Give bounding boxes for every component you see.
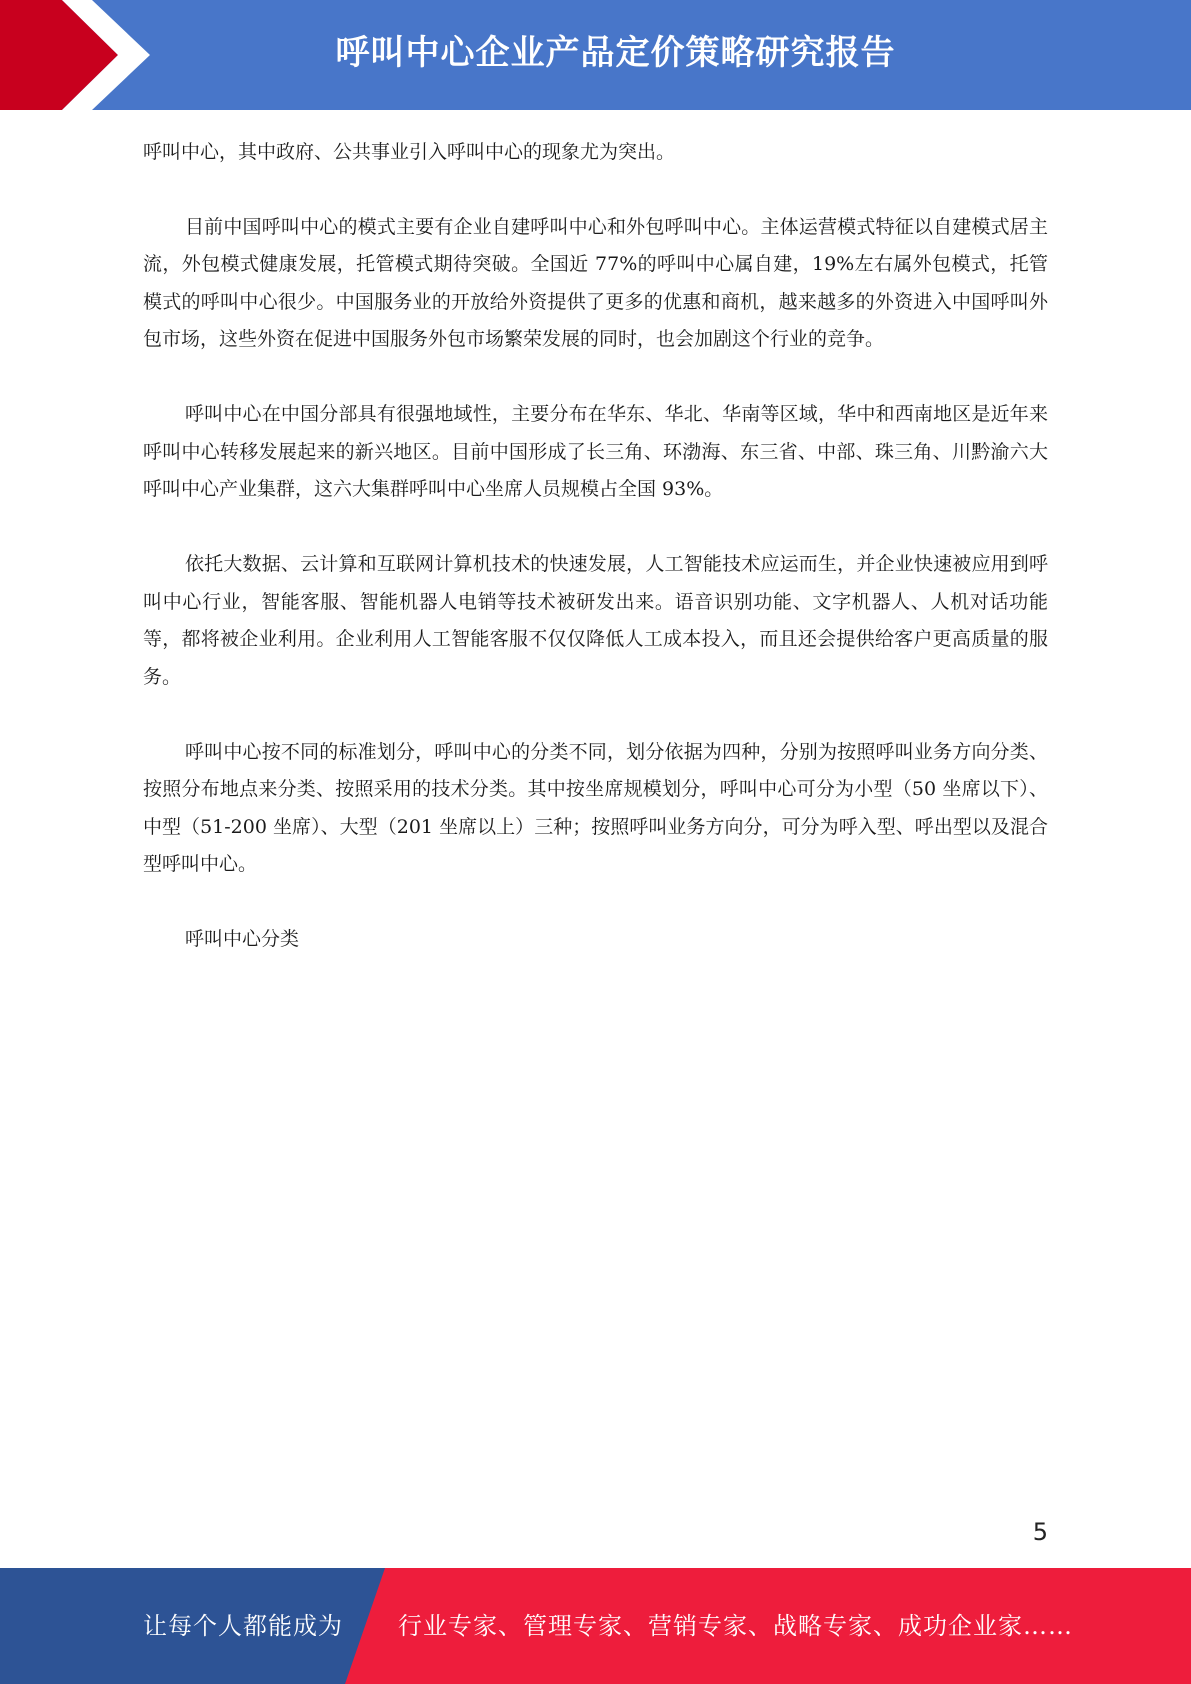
header-bar [0, 0, 1191, 110]
body-text [143, 134, 1048, 996]
footer-bar [0, 1568, 1191, 1684]
section-caption: 呼叫中心分类 [185, 928, 300, 950]
footer-slogan-left: 让每个人都能成为 [143, 1612, 343, 1640]
footer-slogan-right: 行业专家、管理专家、营销专家、战略专家、成功企业家…… [398, 1612, 1073, 1640]
header-chevron-decoration [0, 0, 150, 110]
page-number: 5 [1032, 1518, 1048, 1546]
paragraph-regional-distribution: 呼叫中心在中国分部具有很强地域性，主要分布在华东、华北、华南等区域，华中和西南地区是近年来呼叫中心转移发展起来的新兴地区。目前中国形成了长三角、环渤海、东三省、中部、珠三角、川黔渝六大呼叫中心产业集群，这六大集群呼叫中心坐席人员规模占全国 93%。 [143, 403, 1048, 500]
document-title: 呼叫中心企业产品定价策略研究报告 [335, 33, 896, 73]
paragraph-ai-technology: 依托大数据、云计算和互联网计算机技术的快速发展，人工智能技术应运而生，并企业快速被应用到呼叫中心行业，智能客服、智能机器人电销等技术被研发出来。语音识别功能、文字机器人、人机对话功能等，都将被企业利用。企业利用人工智能客服不仅仅降低人工成本投入，而且还会提供给客户更高质量的服务。 [143, 553, 1048, 688]
paragraph-operation-modes: 目前中国呼叫中心的模式主要有企业自建呼叫中心和外包呼叫中心。主体运营模式特征以自建模式居主流，外包模式健康发展，托管模式期待突破。全国近 77%的呼叫中心属自建，19%左右属外包模式，托管模式的呼叫中心很少。中国服务业的开放给外资提供了更多的优惠和商机，越来越多的外资进入中国呼叫外包市场，这些外资在促进中国服务外包市场繁荣发展的同时，也会加剧这个行业的竞争。 [143, 215, 1048, 350]
paragraph-classification: 呼叫中心按不同的标准划分，呼叫中心的分类不同，划分依据为四种，分别为按照呼叫业务方向分类、按照分布地点来分类、按照采用的技术分类。其中按坐席规模划分，呼叫中心可分为小型（50 坐席以下）、中型（51-200 坐席）、大型（201 坐席以上）三种；按照呼叫业务方向分，可分为呼入型、呼出型以及混合型呼叫中心。 [143, 740, 1048, 875]
paragraph-continuation: 呼叫中心，其中政府、公共事业引入呼叫中心的现象尤为突出。 [143, 141, 676, 163]
